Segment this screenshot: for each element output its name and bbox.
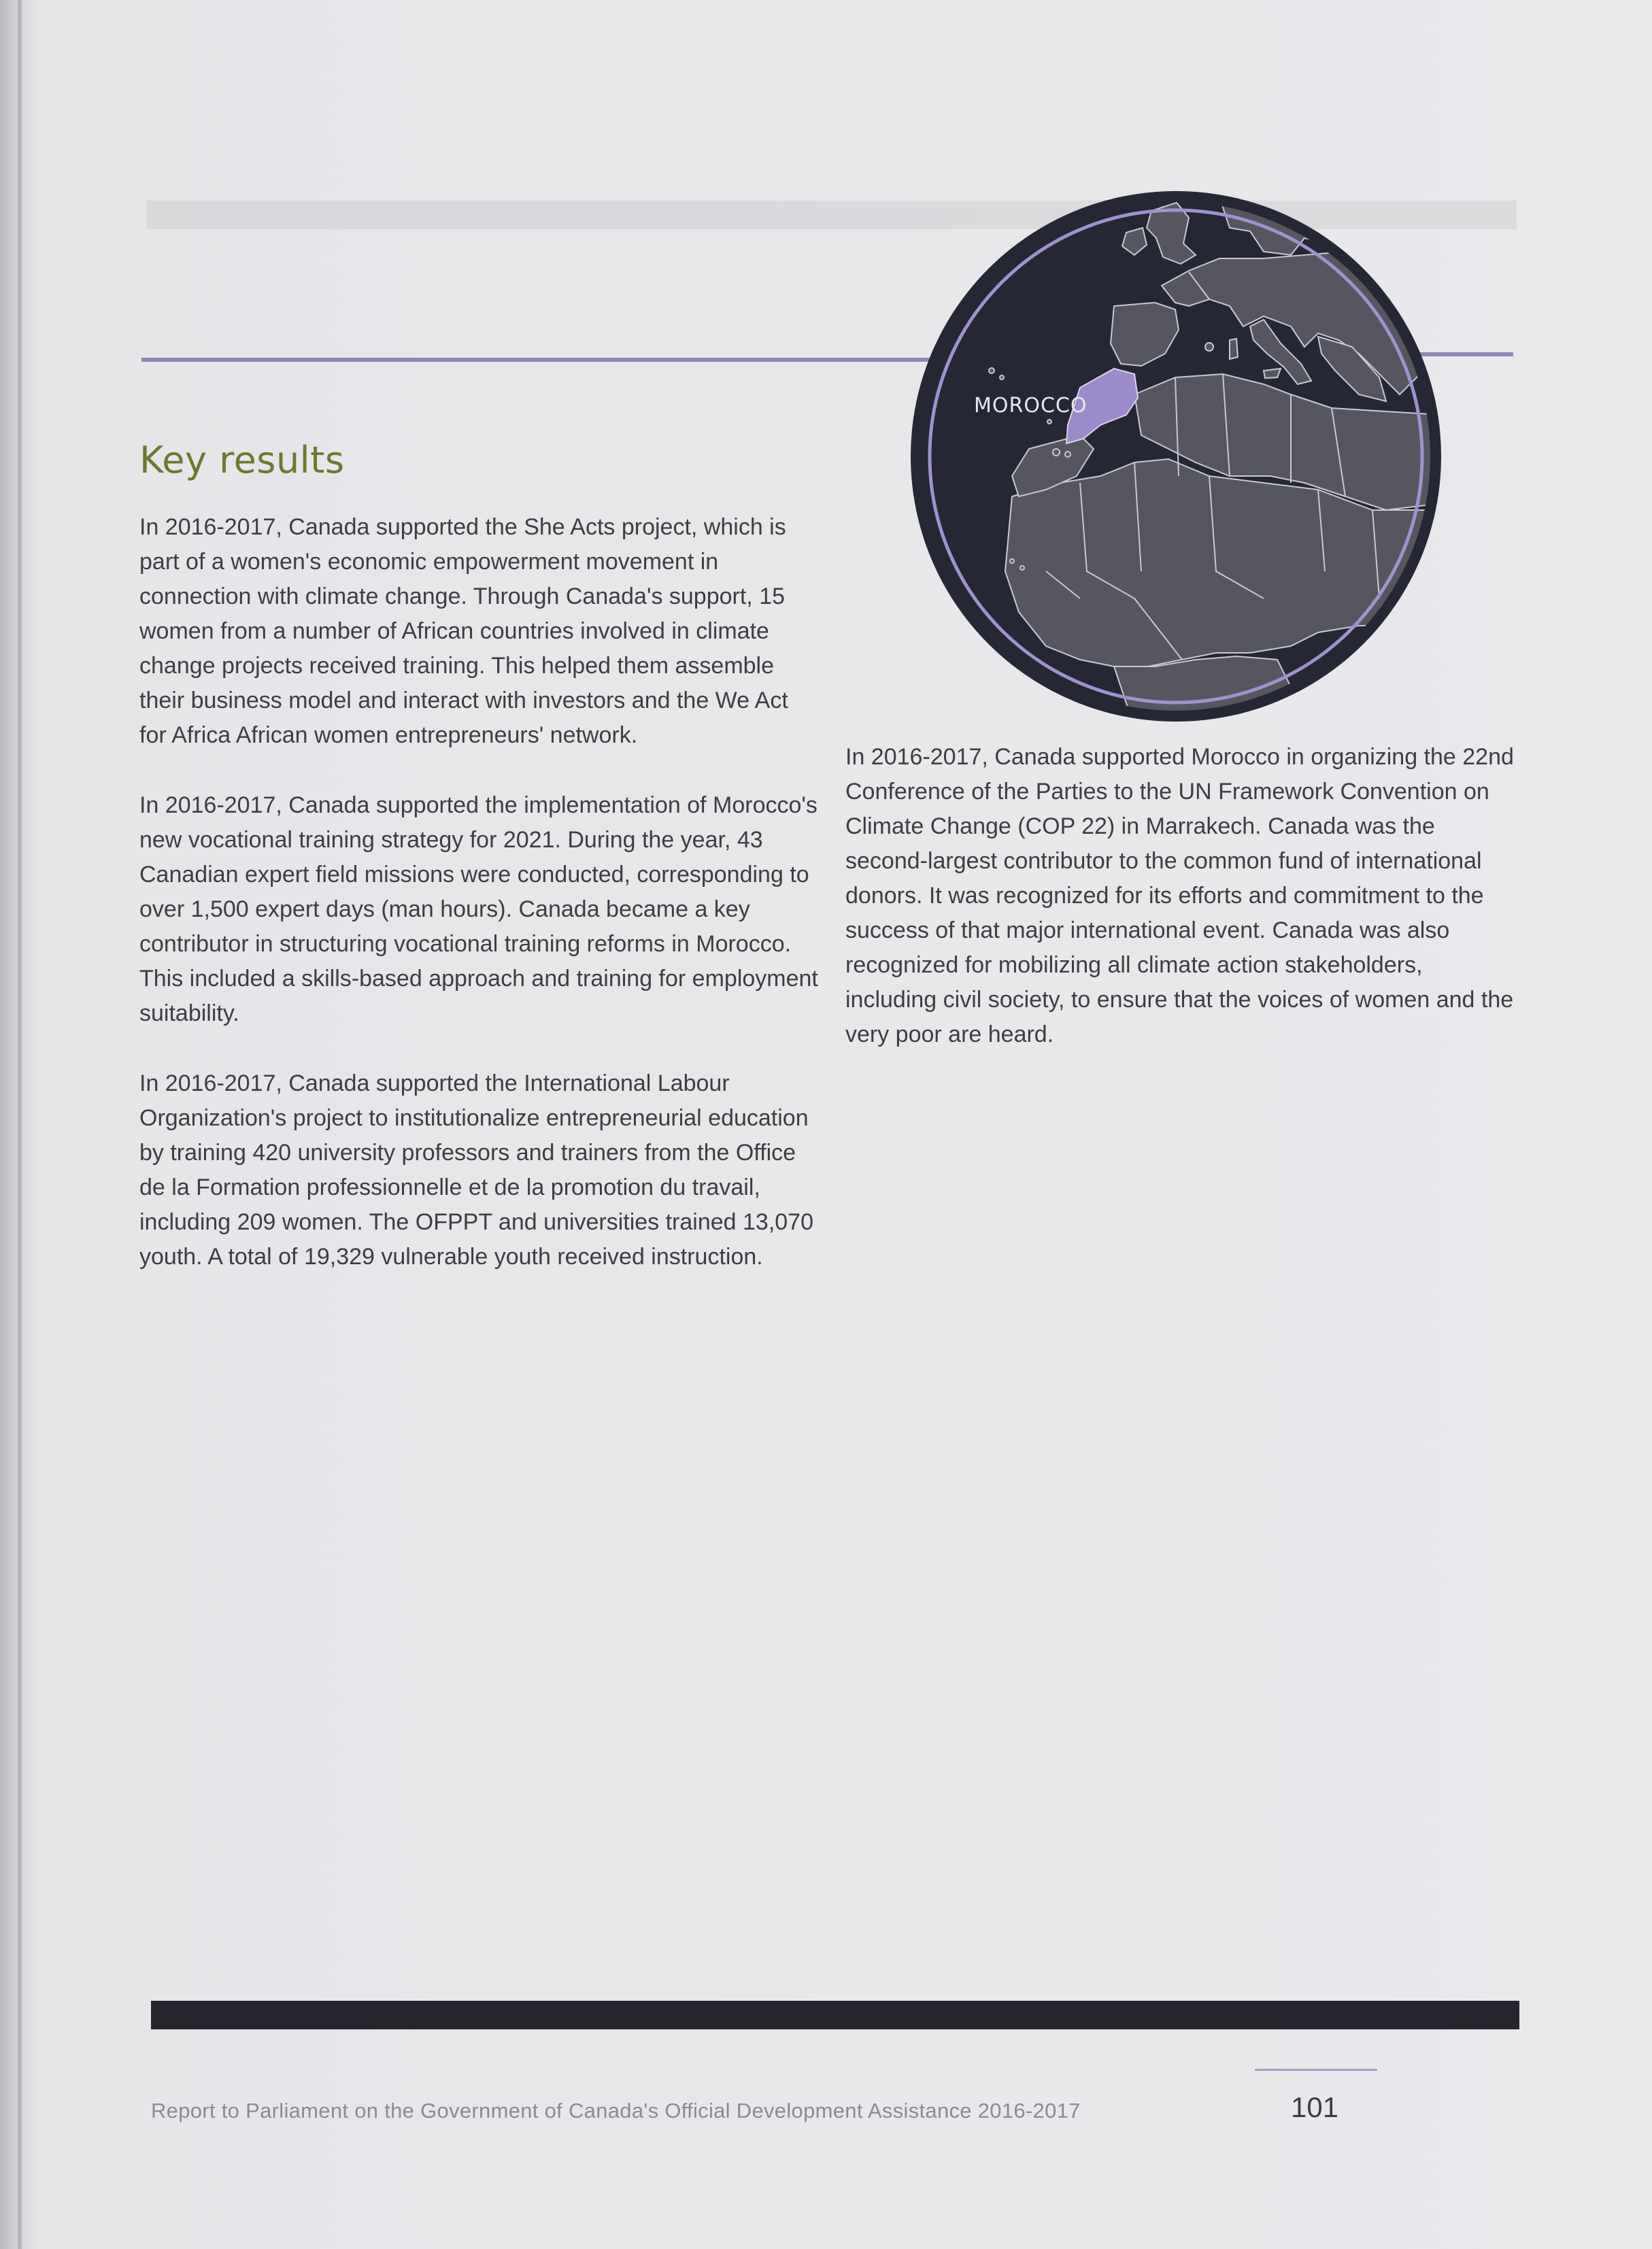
left-text-column: [139, 510, 820, 1310]
island-azores-1: [989, 368, 994, 373]
section-heading: Key results: [139, 439, 345, 481]
paragraph-cop22: In 2016-2017, Canada supported Morocco in organizing the 22nd Conference of the Parties to the UN Framework Convention on Climate Change (COP 22) in Marrakech. Canada was the second-largest contributor to the common fund of international donors. It was recognized for its efforts and commitment to the success of that major international event. Canada was also recognized for mobilizing all climate action stakeholders, including civil society, to ensure that the voices of women and the very poor are heard.: [845, 744, 1514, 1047]
paragraph-vocational-training: In 2016-2017, Canada supported the implementation of Morocco's new vocational training strategy for 2021. During the year, 43 Canadian expert field missions were conducted, corresponding to over 1,500 expert days (man hours). Canada became a key contributor in structuring vocational training reforms in Morocco. This included a skills-based approach and training for employment suitability.: [139, 792, 818, 1026]
paragraph-she-acts: In 2016-2017, Canada supported the She Acts project, which is part of a women's economic empowerment movement in connection with climate change. Through Canada's support, 15 women from a number of African countries involved in climate change projects received training. This helped them assemble their business model and interact with investors and the We Act for Africa African women entrepreneurs' network.: [139, 514, 788, 748]
map-svg: [910, 190, 1442, 722]
island-madeira: [1047, 420, 1051, 424]
island-balearic: [1205, 343, 1213, 351]
page-spine-shadow: [18, 0, 22, 2249]
island-sardinia: [1230, 339, 1238, 359]
bottom-dark-bar: [151, 2001, 1519, 2029]
footer-rule: [1255, 2069, 1377, 2071]
footer-report-title: Report to Parliament on the Government of Canada's Official Development Assistance 2016-2017: [151, 2099, 1081, 2123]
island-capeverde-2: [1020, 566, 1024, 570]
page-number: 101: [1291, 2091, 1339, 2123]
island-canary-2: [1065, 452, 1071, 457]
paragraph-ilo-project: In 2016-2017, Canada supported the International Labour Organization's project to institutionalize entrepreneurial education by training 420 university professors and trainers from the Office de la Formation professionnelle et de la promotion du travail, including 209 women. The OFPPT and universities trained 13,070 youth. A total of 19,329 vulnerable youth received instruction.: [139, 1070, 813, 1270]
island-sicily: [1264, 369, 1281, 378]
morocco-locator-map: [910, 190, 1442, 722]
island-capeverde-1: [1010, 559, 1014, 563]
right-text-column: [845, 740, 1515, 1087]
section-rule-left: [141, 358, 944, 362]
map-label-morocco: MOROCCO: [974, 394, 1088, 418]
island-azores-2: [1000, 375, 1004, 379]
island-canary-1: [1053, 449, 1060, 456]
